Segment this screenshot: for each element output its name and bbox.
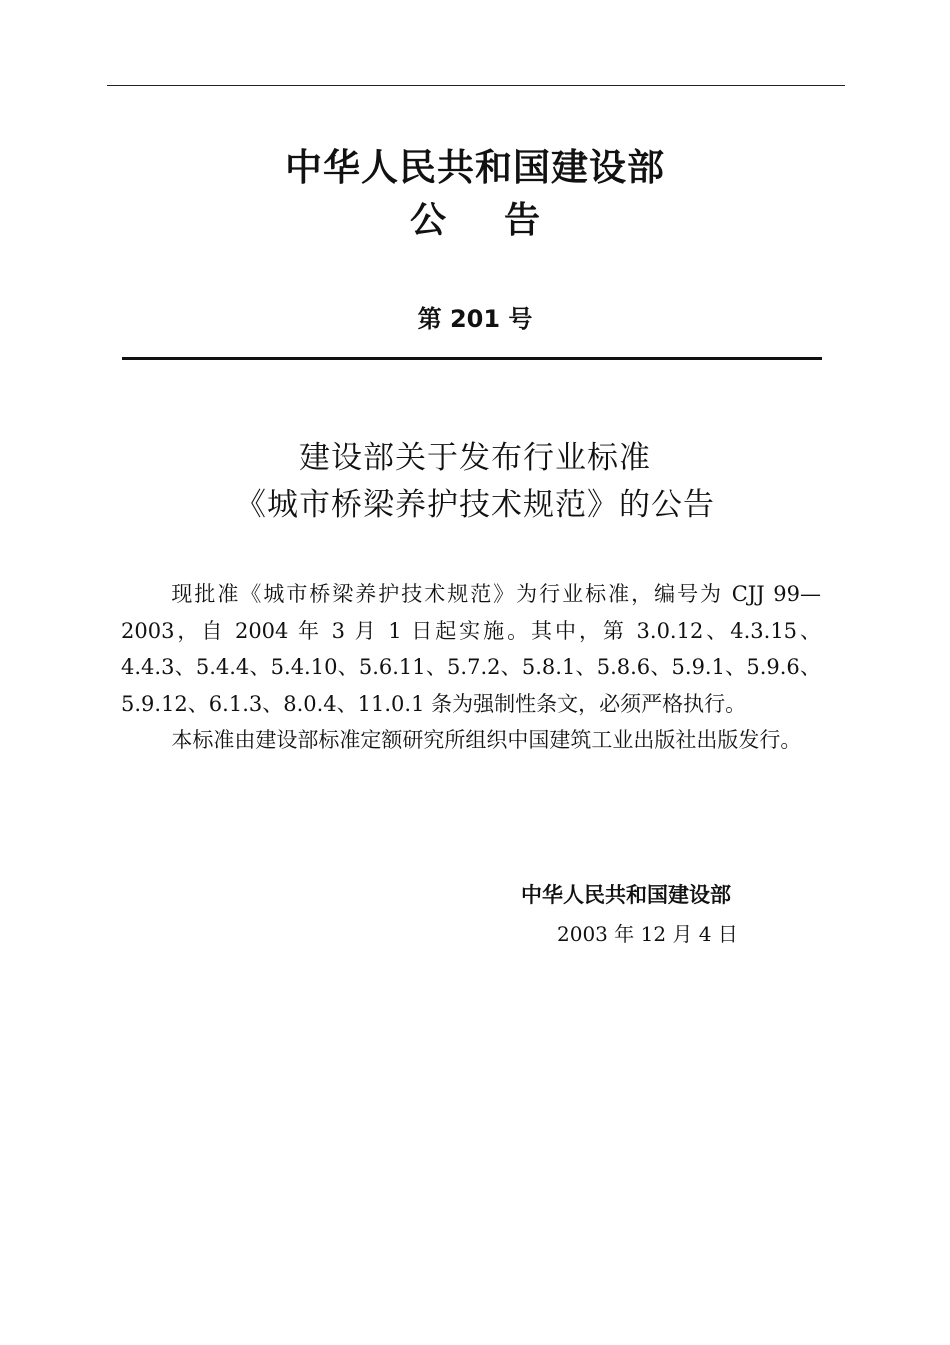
body-paragraph-1: 现批准《城市桥梁养护技术规范》为行业标准，编号为 CJJ 99—2003，自 2004 年 3 月 1 日起实施。其中，第 3.0.12、4.3.15、4.4.3、5.4.4、5.4.10、5.6.11、5.7.2、5.8.1、5.8.6、5.9.1、5.9.6、5.9.12、6.1.3、8.0.4、11.0.1 条为强制性条文，必须严格执行。 xyxy=(121,582,822,716)
body-paragraph-2: 本标准由建设部标准定额研究所组织中国建筑工业出版社出版发行。 xyxy=(171,728,802,752)
headline-line-1: 建设部关于发布行业标准 xyxy=(299,440,651,476)
heading-divider xyxy=(122,357,822,360)
notice-char-gong: 公 xyxy=(409,200,446,241)
top-divider xyxy=(107,85,845,86)
notice-body xyxy=(121,576,821,759)
notice-char-gao: 告 xyxy=(504,200,541,241)
issuer-title: 中华人民共和国建设部 xyxy=(285,146,665,189)
headline-line-2: 《城市桥梁养护技术规范》的公告 xyxy=(235,487,715,523)
notice-number: 第 201 号 xyxy=(417,305,533,333)
notice-heading xyxy=(0,196,950,246)
signature-date: 2003 年 12 月 4 日 xyxy=(557,922,738,946)
signature-issuer: 中华人民共和国建设部 xyxy=(521,883,731,907)
